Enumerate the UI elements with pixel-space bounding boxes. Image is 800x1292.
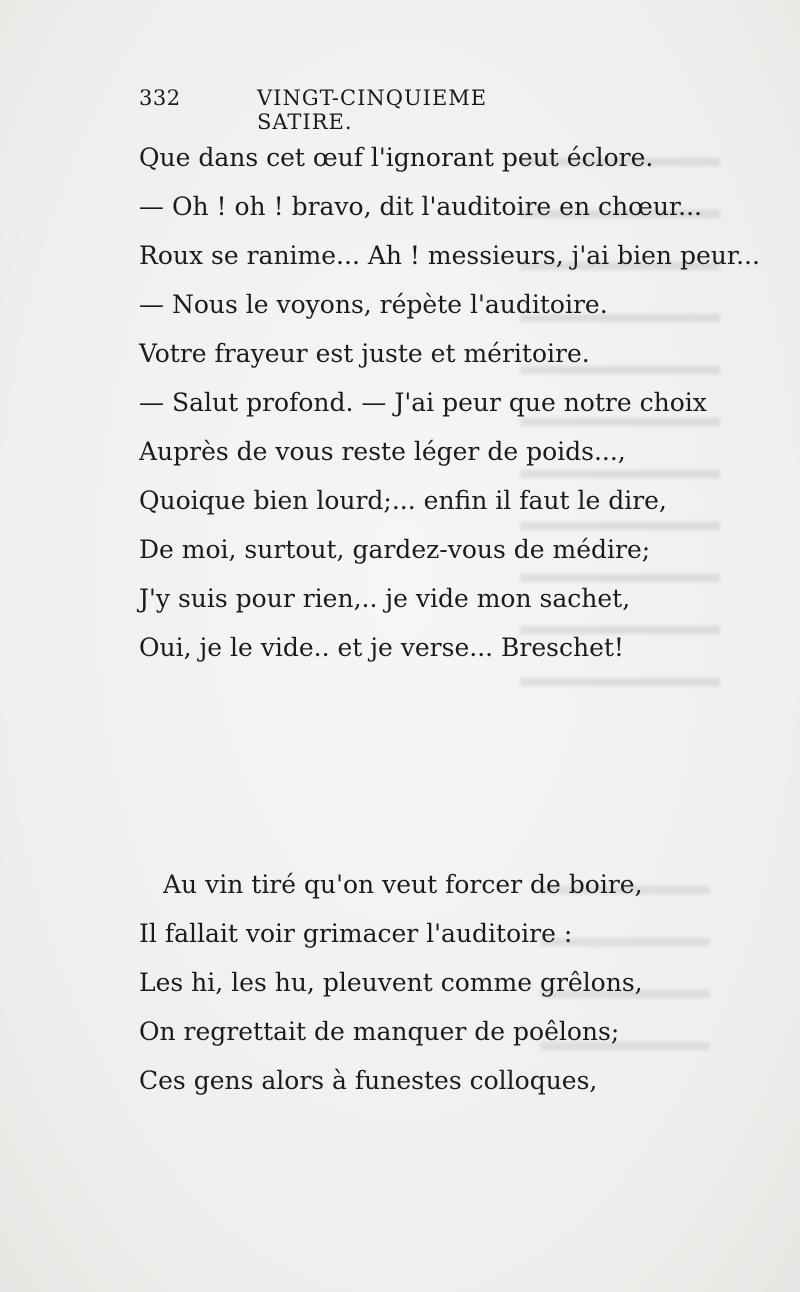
verse-line: Que dans cet œuf l'ignorant peut éclore.: [139, 143, 654, 172]
verse-line: J'y suis pour rien,.. je vide mon sachet,: [139, 584, 631, 613]
verse-line: Il fallait voir grimacer l'auditoire :: [139, 919, 573, 948]
running-head: VINGT-CINQUIEME SATIRE.: [257, 86, 488, 134]
verse-line: On regrettait de manquer de poêlons;: [139, 1017, 620, 1046]
page-header: [139, 86, 579, 134]
verse-line: — Nous le voyons, répète l'auditoire.: [139, 290, 608, 319]
verse-line: De moi, surtout, gardez-vous de médire;: [139, 535, 651, 564]
verse-line: Les hi, les hu, pleuvent comme grêlons,: [139, 968, 643, 997]
verse-line: Ces gens alors à funestes colloques,: [139, 1066, 598, 1095]
verse-line: — Salut profond. — J'ai peur que notre choix: [139, 388, 707, 417]
verse-line: Auprès de vous reste léger de poids...,: [139, 437, 626, 466]
stanza-1: [139, 133, 760, 672]
verse-line: Roux se ranime... Ah ! messieurs, j'ai bien peur...: [139, 241, 760, 270]
verse-line: Au vin tiré qu'on veut forcer de boire,: [163, 870, 643, 899]
verse-line: Quoique bien lourd;... enfin il faut le dire,: [139, 486, 667, 515]
verse-line: — Oh ! oh ! bravo, dit l'auditoire en chœur...: [139, 192, 702, 221]
verse-line: Oui, je le vide.. et je verse... Breschet!: [139, 633, 624, 662]
stanza-2: [139, 860, 643, 1105]
page-number: 332: [139, 86, 181, 110]
verse-line: Votre frayeur est juste et méritoire.: [139, 339, 590, 368]
